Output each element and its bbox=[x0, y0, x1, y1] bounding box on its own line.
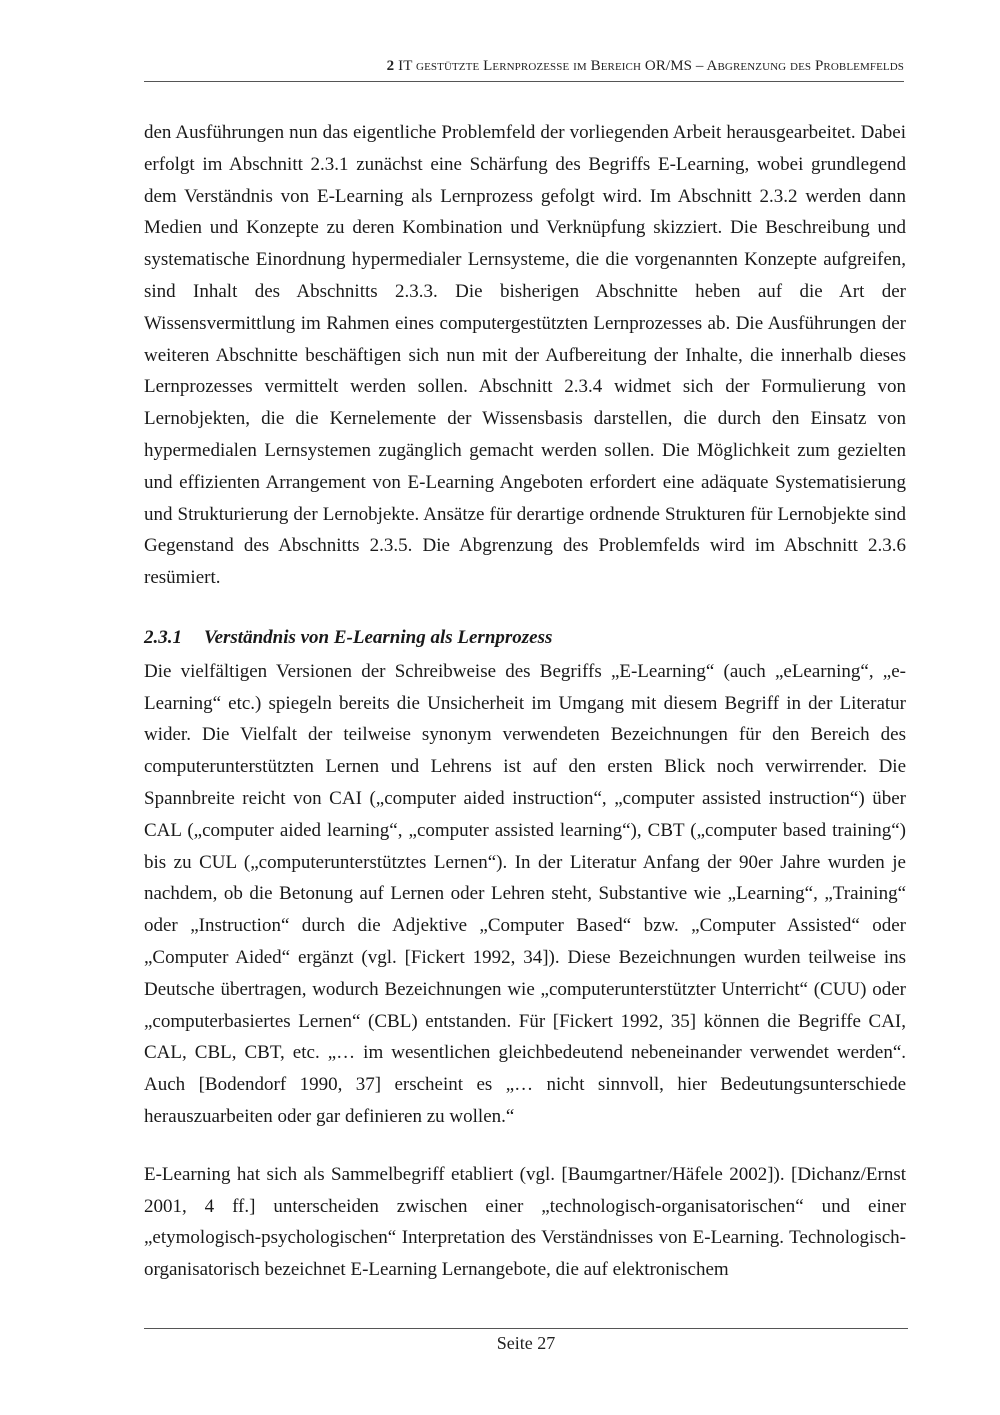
page-number: Seite 27 bbox=[496, 1333, 556, 1353]
section-paragraph-2: E-Learning hat sich als Sammelbegriff etabliert (vgl. [Baumgartner/Häfele 2002]). [Dichanz/Ernst 2001, 4 ff.] unterscheiden zwischen einer „technologisch-organisatorischen“ und einer „etymologisch-psychologischen“ Interpretation des Verständnisses von E-Learning. Technologisch-organisatorisch bezeichnet E-Learning Lernangebote, die auf elektronischem bbox=[144, 1163, 906, 1281]
section-title: Verständnis von E-Learning als Lernprozess bbox=[204, 626, 553, 648]
section-paragraph-1: Die vielfältigen Versionen der Schreibweise des Begriffs „E-Learning“ (auch „eLearning“, „e-Learning“ etc.) spiegeln bereits die Unsicherheit im Umgang mit diesem Begriff in der Literatur wider. Die Vielfalt der teilweise synonym verwendeten Bezeichnungen für den Bereich des computerunterstützten Lernen und Lehrens ist auf den ersten Blick noch verwirrender. Die Spannbreite reicht von CAI („computer aided instruction“, „computer assisted instruction“) über CAL („computer aided learning“, „computer assisted learning“), CBT („computer based training“) bis zu CUL („computerunterstütztes Lernen“). In der Literatur Anfang der 90er Jahre wurden je nachdem, ob die Betonung auf Lernen oder Lehren steht, Substantive wie „Learning“, „Training“ oder „Instruction“ durch die Adjektive „Computer Based“ bzw. „Computer Assisted“ oder „Computer Aided“ ergänzt (vgl. [Fickert 1992, 34]). Diese Bezeichnungen wurden teilweise ins Deutsche übertragen, wodurch Bezeichnungen wie „computerunterstützter Unterricht“ (CUU) oder „computerbasiertes Lernen“ (CBL) entstanden. Für [Fickert 1992, 35] können die Begriffe CAI, CAL, CBL, CBT, etc. „… im wesentlichen gleichbedeutend nebeneinander verwendet werden“. Auch [Bodendorf 1990, 37] erscheint es „… nicht sinnvoll, hier Bedeutungsunterschiede herauszuarbeiten oder gar definieren zu wollen.“ bbox=[144, 660, 906, 1127]
running-header bbox=[144, 58, 904, 75]
section-heading bbox=[144, 622, 906, 654]
intro-paragraph: den Ausführungen nun das eigentliche Problemfeld der vorliegenden Arbeit herausgearbeitet. Dabei erfolgt im Abschnitt 2.3.1 zunächst eine Schärfung des Begriffs E-Learning, wobei grundlegend dem Verständnis von E-Learning als Lernprozess gefolgt wird. Im Abschnitt 2.3.2 werden dann Medien und Konzepte zu deren Kombination und Verknüpfung skizziert. Die Beschreibung und systematische Einordnung hypermedialer Lernsysteme, die die vorgenannten Konzepte aufgreifen, sind Inhalt des Abschnitts 2.3.3. Die bisherigen Abschnitte heben auf die Art der Wissensvermittlung im Rahmen eines computergestützten Lernprozesses ab. Die Ausführungen der weiteren Abschnitte beschäftigen sich nun mit der Aufbereitung der Inhalte, die innerhalb dieses Lernprozesses vermittelt werden sollen. Abschnitt 2.3.4 widmet sich der Formulierung von Lernobjekten, die die Kernelemente der Wissensbasis darstellen, die durch den Einsatz von hypermedialen Lernsystemen zugänglich gemacht werden sollen. Die Möglichkeit zum gezielten und effizienten Arrangement von E-Learning Angeboten erfordert eine adäquate Systematisierung und Strukturierung der Lernobjekte. Ansätze für derartige ordnende Strukturen für Lernobjekte sind Gegenstand des Abschnitts 2.3.5. Die Abgrenzung des Problemfelds wird im Abschnitt 2.3.6 resümiert. bbox=[144, 122, 906, 589]
chapter-title: IT gestützte Lernprozesse im Bereich OR/MS – Abgrenzung des Problemfelds bbox=[398, 58, 904, 74]
chapter-number: 2 bbox=[386, 58, 395, 74]
page-body bbox=[144, 117, 906, 1286]
header-divider bbox=[144, 81, 904, 82]
section-number: 2.3.1 bbox=[144, 626, 182, 648]
footer-divider bbox=[144, 1328, 908, 1329]
